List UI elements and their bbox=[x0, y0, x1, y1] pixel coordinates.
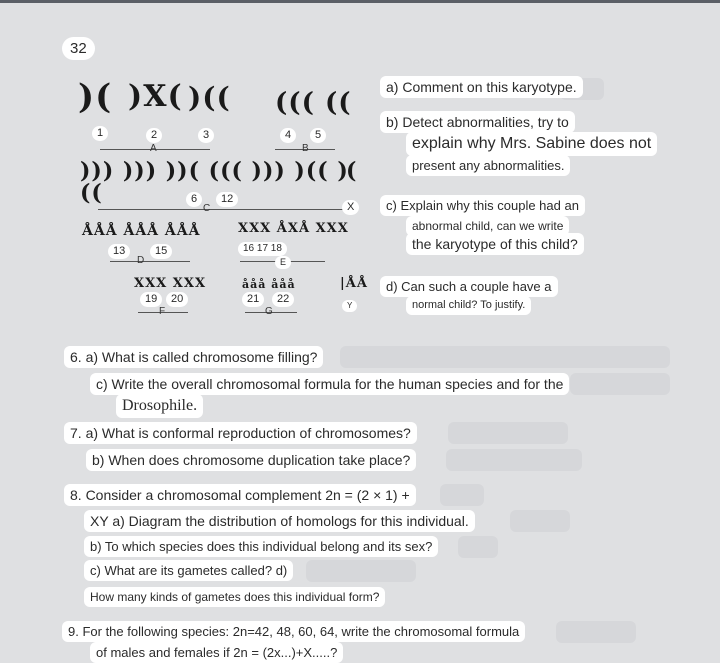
group-label-c: C bbox=[203, 203, 211, 214]
question-c-line1: c) Explain why this couple had an bbox=[380, 195, 585, 216]
text-shadow bbox=[306, 560, 416, 582]
chromosome-number: 4 bbox=[280, 128, 296, 143]
question-8-line2: XY a) Diagram the distribution of homologs for this individual. bbox=[84, 510, 475, 532]
chromosome-number: 15 bbox=[150, 244, 172, 259]
text-shadow bbox=[458, 536, 498, 558]
question-7a: 7. a) What is conformal reproduction of chromosomes? bbox=[64, 422, 417, 444]
text-shadow bbox=[440, 484, 484, 506]
group-label-d: D bbox=[137, 255, 145, 266]
text-shadow bbox=[446, 449, 582, 471]
sex-chromosome-y-label: Y bbox=[342, 300, 357, 312]
question-c-line2: abnormal child, can we write bbox=[406, 216, 569, 236]
chromosome-number: 6 bbox=[186, 192, 202, 207]
chromosome-number: 13 bbox=[108, 244, 130, 259]
chromosome-number: 22 bbox=[272, 292, 294, 307]
question-9-line2: of males and females if 2n = (2x...)+X.....? bbox=[90, 642, 343, 663]
question-8-line4: c) What are its gametes called? d) bbox=[84, 560, 293, 581]
question-7b: b) When does chromosome duplication take place? bbox=[86, 449, 416, 471]
chromosome-number: 21 bbox=[242, 292, 264, 307]
question-8-line3: b) To which species does this individual belong and its sex? bbox=[84, 536, 438, 557]
chromosome-y: |ÅÅ bbox=[340, 276, 368, 291]
text-shadow bbox=[340, 346, 670, 368]
question-a-karyotype: a) Comment on this karyotype. bbox=[380, 76, 583, 98]
question-8-line5: How many kinds of gametes does this individual form? bbox=[84, 587, 385, 607]
chromosome-group-c: ))) ))) ))( ((( ))) )(( )(( bbox=[80, 158, 349, 206]
question-d-line2: normal child? To justify. bbox=[406, 296, 531, 315]
karyotype-figure bbox=[70, 72, 370, 322]
question-6c-line1: c) Write the overall chromosomal formula for the human species and for the bbox=[90, 373, 569, 395]
chromosome-number: 12 bbox=[216, 192, 238, 207]
question-6c-line2: Drosophile. bbox=[116, 394, 203, 418]
chromosome-number: 19 bbox=[140, 292, 162, 307]
sex-chromosome-x-label: X bbox=[342, 200, 359, 215]
question-c-line3: the karyotype of this child? bbox=[406, 233, 584, 255]
question-d-line1: d) Can such a couple have a bbox=[380, 276, 558, 297]
question-b-line2: explain why Mrs. Sabine does not bbox=[406, 132, 657, 156]
group-label-g: G bbox=[265, 306, 273, 317]
chromosome-number: 1 bbox=[92, 126, 108, 141]
group-rule-c bbox=[98, 209, 348, 210]
top-edge bbox=[0, 0, 720, 3]
chromosome-number: 3 bbox=[198, 128, 214, 143]
question-9-line1: 9. For the following species: 2n=42, 48, 60, 64, write the chromosomal formula bbox=[62, 621, 525, 642]
chromosome-group-g: ååå ååå bbox=[242, 278, 296, 291]
text-shadow bbox=[510, 510, 570, 532]
group-label-a: A bbox=[150, 143, 157, 154]
chromosome-group-e: XXX ÅXÅ XXX bbox=[238, 221, 349, 236]
page-number: 32 bbox=[62, 37, 95, 60]
text-shadow bbox=[570, 373, 670, 395]
text-shadow bbox=[448, 422, 568, 444]
question-b-line1: b) Detect abnormalities, try to bbox=[380, 111, 575, 133]
chromosome-x-row: ( bbox=[346, 158, 358, 184]
group-rule-d bbox=[110, 261, 190, 262]
question-6a: 6. a) What is called chromosome filling? bbox=[64, 346, 323, 368]
chromosome-number: 20 bbox=[166, 292, 188, 307]
question-8-line1: 8. Consider a chromosomal complement 2n = (2 × 1) + bbox=[64, 484, 416, 506]
chromosome-pair-2: )X( bbox=[128, 79, 183, 114]
chromosome-pairs-4-5: ((( (( bbox=[275, 88, 352, 118]
chromosome-number: 2 bbox=[146, 128, 162, 143]
group-label-e: E bbox=[275, 256, 291, 269]
chromosome-number: 5 bbox=[310, 128, 326, 143]
chromosome-group-f: XXX XXX bbox=[134, 276, 207, 291]
chromosome-pair-3: )(( bbox=[188, 81, 231, 114]
group-label-f: F bbox=[159, 306, 166, 317]
text-shadow bbox=[556, 621, 636, 643]
chromosome-pair-1: )( bbox=[78, 77, 113, 117]
chromosome-number: 16 17 18 bbox=[238, 242, 287, 256]
question-b-line3: present any abnormalities. bbox=[406, 155, 570, 176]
group-label-b: B bbox=[302, 143, 309, 154]
chromosome-group-d: ÅÅÅ ÅÅÅ ÅÅÅ bbox=[82, 223, 201, 239]
